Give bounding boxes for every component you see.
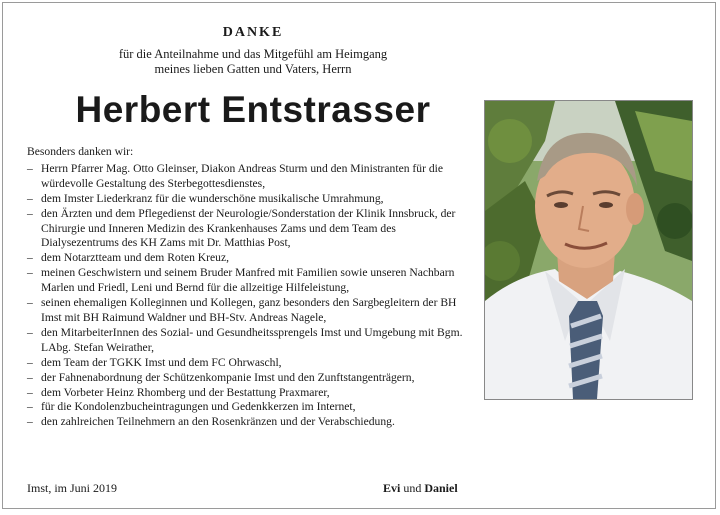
thanks-section	[27, 145, 467, 430]
intro-text	[3, 47, 503, 77]
thanks-item: – dem Vorbeter Heinz Rhomberg und der Bestattung Praxmarer,	[27, 386, 467, 401]
thanks-item: – für die Kondolenzbucheintragungen und Gedenkkerzen im Internet,	[27, 400, 467, 415]
intro-line-1: für die Anteilnahme und das Mitgefühl am Heimgang	[118, 47, 388, 61]
thanks-item: – dem Imster Liederkranz für die wunderschöne musikalische Umrahmung,	[27, 192, 467, 207]
portrait-photo	[484, 100, 693, 400]
thanks-item: – Herrn Pfarrer Mag. Otto Gleinser, Diakon Andreas Sturm und den Ministranten für die würdevolle Gestaltung des Sterbegottesdienstes,	[27, 162, 467, 192]
signature-name-2: Daniel	[424, 481, 458, 495]
place-date: Imst, im Juni 2019	[27, 481, 118, 495]
thanks-intro: Besonders danken wir:	[27, 145, 134, 158]
signature-conjunction: und	[403, 481, 422, 495]
heading: DANKE	[222, 25, 284, 40]
thanks-item: – seinen ehemaligen Kolleginnen und Kollegen, ganz besonders den Sargbegleitern der BH Imst mit BH Raimund Waldner und BH-Stv. Andreas Nagele,	[27, 296, 467, 326]
obituary-card	[2, 2, 716, 509]
thanks-item: – dem Notarztteam und dem Roten Kreuz,	[27, 251, 467, 266]
intro-line-2: meines lieben Gatten und Vaters, Herrn	[154, 62, 352, 76]
signature	[383, 481, 458, 496]
deceased-name: Herbert Entstrasser	[75, 89, 431, 130]
thanks-item: – der Fahnenabordnung der Schützenkompanie Imst und den Zunftstangenträgern,	[27, 371, 467, 386]
thanks-item: – den zahlreichen Teilnehmern an den Rosenkränzen und der Verabschiedung.	[27, 415, 467, 430]
thanks-item: – den Ärzten und dem Pflegedienst der Neurologie/Sonderstation der Klinik Innsbruck, der Chirurgie und Inneren Medizin des Krankenhauses Zams und dem Team des Dialysezentrums des KH Zams mit Dr. Matthias Post,	[27, 207, 467, 252]
signature-name-1: Evi	[383, 481, 401, 495]
thanks-item: – meinen Geschwistern und seinem Bruder Manfred mit Familien sowie unseren Nachbarn Marlen und Friedl, Leni und Bernd für die allzeitige Hilfeleistung,	[27, 266, 467, 296]
thanks-list	[27, 162, 467, 430]
thanks-item: – den MitarbeiterInnen des Sozial- und Gesundheitssprengels Imst und Umgebung mit Bgm. LAbg. Stefan Weirather,	[27, 326, 467, 356]
thanks-item: – dem Team der TGKK Imst und dem FC Ohrwaschl,	[27, 356, 467, 371]
